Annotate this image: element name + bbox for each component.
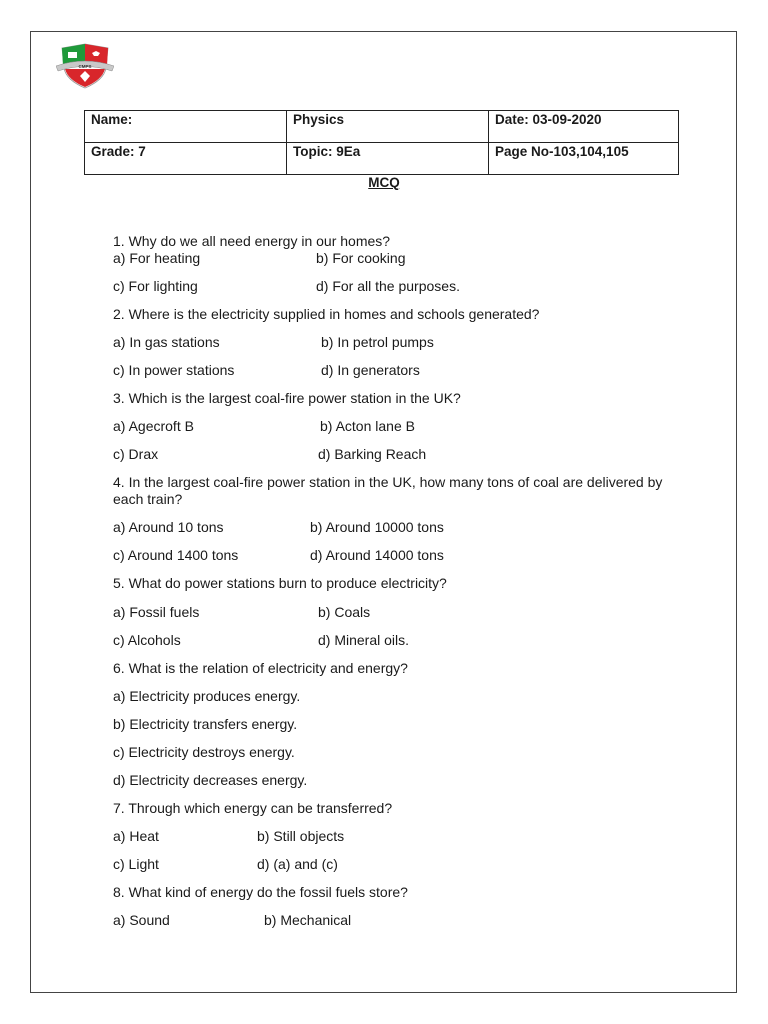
question-6: 6. What is the relation of electricity and energy?: [113, 660, 408, 676]
q3-option-a: a) Agecroft B: [113, 418, 194, 434]
section-title: MCQ: [368, 175, 400, 190]
q1-option-c: c) For lighting: [113, 278, 198, 294]
page-number-cell: Page No-103,104,105: [489, 143, 679, 175]
q2-option-c: c) In power stations: [113, 362, 235, 378]
q6-option-d: d) Electricity decreases energy.: [113, 772, 308, 788]
q8-option-a: a) Sound: [113, 912, 170, 928]
question-3: 3. Which is the largest coal-fire power station in the UK?: [113, 390, 461, 406]
q7-option-d: d) (a) and (c): [257, 856, 338, 872]
q4-option-a: a) Around 10 tons: [113, 519, 224, 535]
q4-option-c: c) Around 1400 tons: [113, 547, 239, 563]
q5-option-a: a) Fossil fuels: [113, 604, 200, 620]
svg-text:CMPS: CMPS: [78, 64, 92, 69]
question-5: 5. What do power stations burn to produce electricity?: [113, 575, 447, 591]
school-crest-logo: [56, 42, 114, 92]
header-table: [84, 110, 679, 175]
q7-option-c: c) Light: [113, 856, 159, 872]
q6-option-b: b) Electricity transfers energy.: [113, 716, 298, 732]
date-cell: Date: 03-09-2020: [489, 111, 679, 143]
question-8: 8. What kind of energy do the fossil fuels store?: [113, 884, 408, 900]
subject-cell: Physics: [287, 111, 489, 143]
q3-option-b: b) Acton lane B: [320, 418, 415, 434]
q3-option-d: d) Barking Reach: [318, 446, 427, 462]
q6-option-c: c) Electricity destroys energy.: [113, 744, 295, 760]
topic-cell: Topic: 9Ea: [287, 143, 489, 175]
q2-option-d: d) In generators: [321, 362, 420, 378]
q1-option-a: a) For heating: [113, 250, 201, 266]
q2-option-a: a) In gas stations: [113, 334, 220, 350]
q4-option-d: d) Around 14000 tons: [310, 547, 444, 563]
question-1: 1. Why do we all need energy in our homes?: [113, 233, 391, 249]
grade-cell: Grade: 7: [85, 143, 287, 175]
question-4: 4. In the largest coal-fire power station in the UK, how many tons of coal are delivered by: [113, 474, 663, 490]
question-4-continued: each train?: [113, 491, 183, 507]
q8-option-b: b) Mechanical: [264, 912, 352, 928]
q2-option-b: b) In petrol pumps: [321, 334, 434, 350]
q5-option-d: d) Mineral oils.: [318, 632, 410, 648]
q1-option-d: d) For all the purposes.: [316, 278, 460, 294]
q6-option-a: a) Electricity produces energy.: [113, 688, 301, 704]
question-7: 7. Through which energy can be transferred?: [113, 800, 393, 816]
name-cell: Name:: [85, 111, 287, 143]
q5-option-b: b) Coals: [318, 604, 371, 620]
q4-option-b: b) Around 10000 tons: [310, 519, 444, 535]
q5-option-c: c) Alcohols: [113, 632, 181, 648]
q3-option-c: c) Drax: [113, 446, 159, 462]
q7-option-a: a) Heat: [113, 828, 159, 844]
question-2: 2. Where is the electricity supplied in homes and schools generated?: [113, 306, 540, 322]
q7-option-b: b) Still objects: [257, 828, 345, 844]
q1-option-b: b) For cooking: [316, 250, 406, 266]
